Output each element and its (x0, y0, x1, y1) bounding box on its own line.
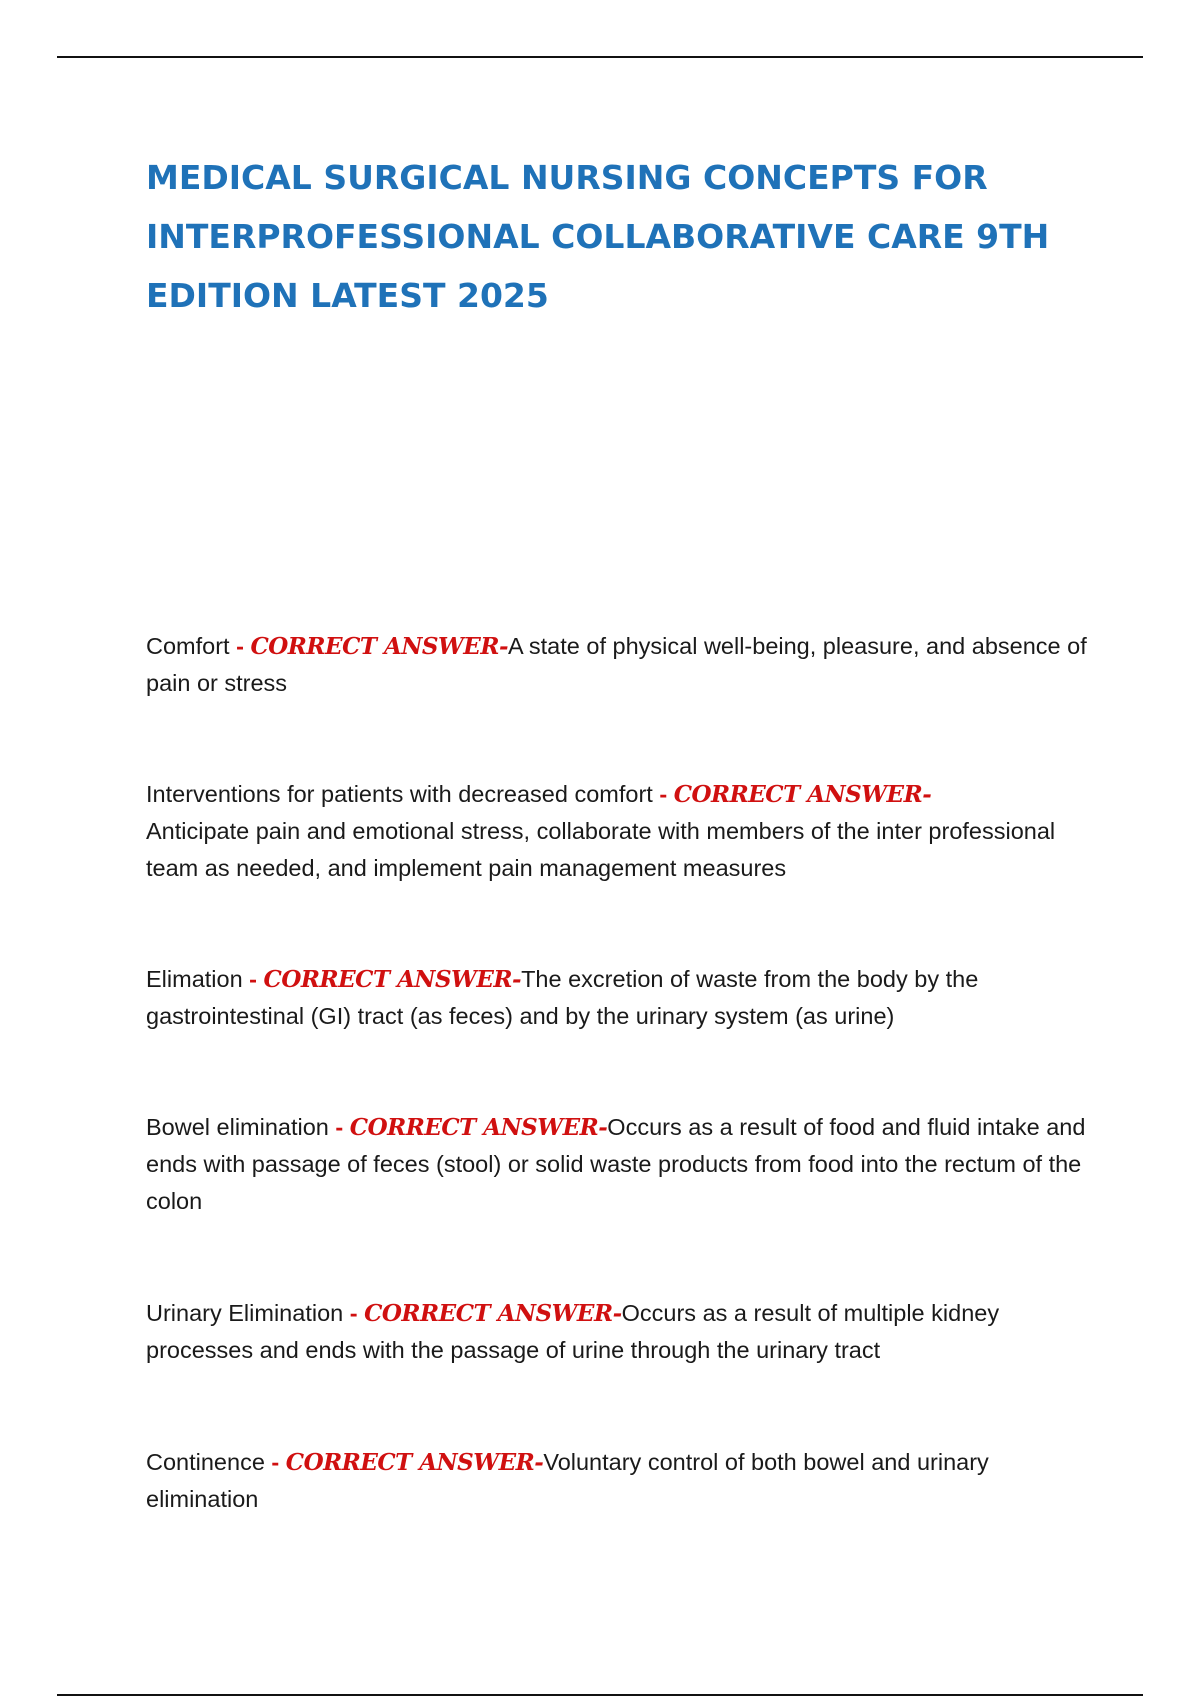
entry-term: Bowel elimination (146, 1114, 329, 1140)
correct-answer-label: CORRECT ANSWER (263, 966, 513, 993)
entry-term: Urinary Elimination (146, 1300, 344, 1326)
qa-entry-continence (146, 1444, 1096, 1518)
correct-answer-tail: - (512, 966, 522, 993)
entry-term: Continence (146, 1449, 265, 1475)
bottom-rule (57, 1694, 1143, 1696)
correct-answer-tail: - (922, 781, 932, 808)
entry-term: Interventions for patients with decreased comfort (146, 781, 653, 807)
document-title: MEDICAL SURGICAL NURSING CONCEPTS FOR INTERPROFESSIONAL COLLABORATIVE CARE 9TH EDITION LATEST 2025 (146, 158, 1050, 315)
qa-entry-elimation (146, 961, 1096, 1035)
correct-answer-tail: - (498, 633, 508, 660)
entry-separator: - (264, 1449, 286, 1475)
qa-entry-interventions (146, 776, 1096, 887)
entry-definition: Voluntary control of both bowel and urinary elimination (146, 1449, 989, 1512)
entry-term: Comfort (146, 633, 230, 659)
correct-answer-label: CORRECT ANSWER (285, 1449, 535, 1476)
entry-definition: Occurs as a result of multiple kidney processes and ends with the passage of urine through the urinary tract (146, 1300, 1000, 1363)
top-rule (57, 56, 1143, 58)
entry-definition: Occurs as a result of food and fluid intake and ends with passage of feces (stool) or solid waste products from food into the rectum of the colon (146, 1114, 1086, 1214)
correct-answer-label: CORRECT ANSWER (349, 1114, 599, 1141)
correct-answer-label: CORRECT ANSWER (673, 781, 923, 808)
entry-term: Elimation (146, 966, 243, 992)
correct-answer-tail: - (534, 1449, 544, 1476)
entry-separator: - (652, 781, 674, 807)
correct-answer-label: CORRECT ANSWER (250, 633, 499, 660)
qa-entry-bowel-elimination (146, 1109, 1096, 1220)
entry-definition: Anticipate pain and emotional stress, collaborate with members of the inter professional team as needed, and implement pain management measures (146, 818, 1056, 881)
qa-entry-comfort (146, 628, 1096, 702)
entry-definition: The excretion of waste from the body by the gastrointestinal (GI) tract (as feces) and by the urinary system (as urine) (146, 966, 979, 1029)
correct-answer-tail: - (598, 1114, 608, 1141)
entry-separator: - (343, 1300, 365, 1326)
entry-separator: - (242, 966, 264, 992)
entry-definition: A state of physical well-being, pleasure, and absence of pain or stress (146, 633, 1087, 696)
correct-answer-tail: - (612, 1300, 622, 1327)
entry-separator: - (229, 633, 251, 659)
qa-entry-urinary-elimination (146, 1295, 1096, 1369)
correct-answer-label: CORRECT ANSWER (364, 1300, 613, 1327)
entry-separator: - (328, 1114, 350, 1140)
